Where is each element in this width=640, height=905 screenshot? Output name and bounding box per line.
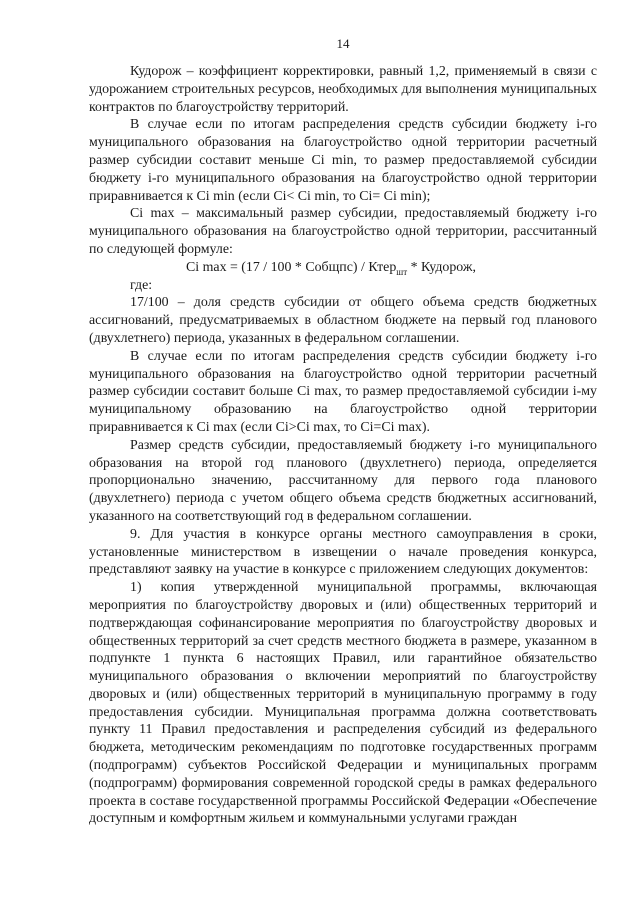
paragraph-ci-max-rule: В случае если по итогам распределения средств субсидии бюджету i-го муниципального образования на благоустройство одной территории расчетный размер субсидии составит больше Ci max, то размер предоставляемой субсидии i-му муниципальному образованию на благоустройство одной территории приравнивается к Ci max (если Ci>Ci max, то Ci=Ci max). <box>89 348 597 435</box>
paragraph-kudorozh-definition: Кудорож – коэффициент корректировки, равный 1,2, применяемый в связи с удорожанием строительных ресурсов, необходимых для выполнения муниципальных контрактов по благоустройству территорий. <box>89 64 597 115</box>
paragraph-subitem-1: 1) копия утвержденной муниципальной программы, включающая мероприятия по благоустройству дворовых и (или) общественных территорий и подтверждающая софинансирование мероприятия по благоустройству дворовых и общественных территорий за счет средств местного бюджета в размере, указанном в подпункте 1 пункта 6 настоящих Правил, или гарантийное обязательство муниципального образования о включении мероприятий по благоустройству дворовых и (или) общественных территорий в муниципальную программу в году предоставления субсидии. Муниципальная программа должна соответствовать пункту 11 Правил предоставления и распределения субсидий из федерального бюджета, методическим рекомендациям по подготовке государственных программ (подпрограмм) субъектов Российской Федерации и муниципальных программ (подпрограмм) формирования современной городской среды в рамках федерального проекта в составе государственной программы Российской Федерации «Обеспечение доступным и комфортным жильем и коммунальными услугами граждан <box>89 580 597 827</box>
formula-tail: * Кудорож, <box>407 259 476 275</box>
paragraph-ci-min-rule: В случае если по итогам распределения средств субсидии бюджету i-го муниципального образования на благоустройство одной территории расчетный размер субсидии составит меньше Ci min, то размер предоставляемой субсидии бюджету i-го муниципального образования на благоустройство одной территории приравнивается к Ci min (если Ci< Ci min, то Ci= Ci min); <box>89 117 597 204</box>
document-body <box>89 63 597 828</box>
paragraph-second-year: Размер средств субсидии, предоставляемый бюджету i-го муниципального образования на второй год планового (двухлетнего) периода, определяется пропорционально значению, рассчитанному для первого года планового (двухлетнего) периода с учетом общего объема средств бюджетных ассигнований, указанного на соответствующий год в федеральном соглашении. <box>89 437 597 524</box>
page-number: 14 <box>336 36 350 51</box>
paragraph-share-17-100: 17/100 – доля средств субсидии от общего объема средств бюджетных ассигнований, предусматриваемых в областном бюджете на первый год планового (двухлетнего) периода, указанных в федеральном соглашении. <box>89 295 597 346</box>
where-label: где: <box>130 277 153 293</box>
paragraph-ci-max-definition: Ci max – максимальный размер субсидии, предоставляемый бюджету i-го муниципального образования на благоустройство одной территории, рассчитанный по следующей формуле: <box>89 206 597 257</box>
formula-ci-max <box>89 259 597 277</box>
formula-main: Ci max = (17 / 100 * Собщпс) / Ктер <box>186 259 397 275</box>
formula-subscript: шт <box>396 266 408 277</box>
paragraph-item-9: 9. Для участия в конкурсе органы местного самоуправления в сроки, установленные министерством в извещении о начале проведения конкурса, представляют заявку на участие в конкурсе с приложением следующих документов: <box>89 526 597 578</box>
